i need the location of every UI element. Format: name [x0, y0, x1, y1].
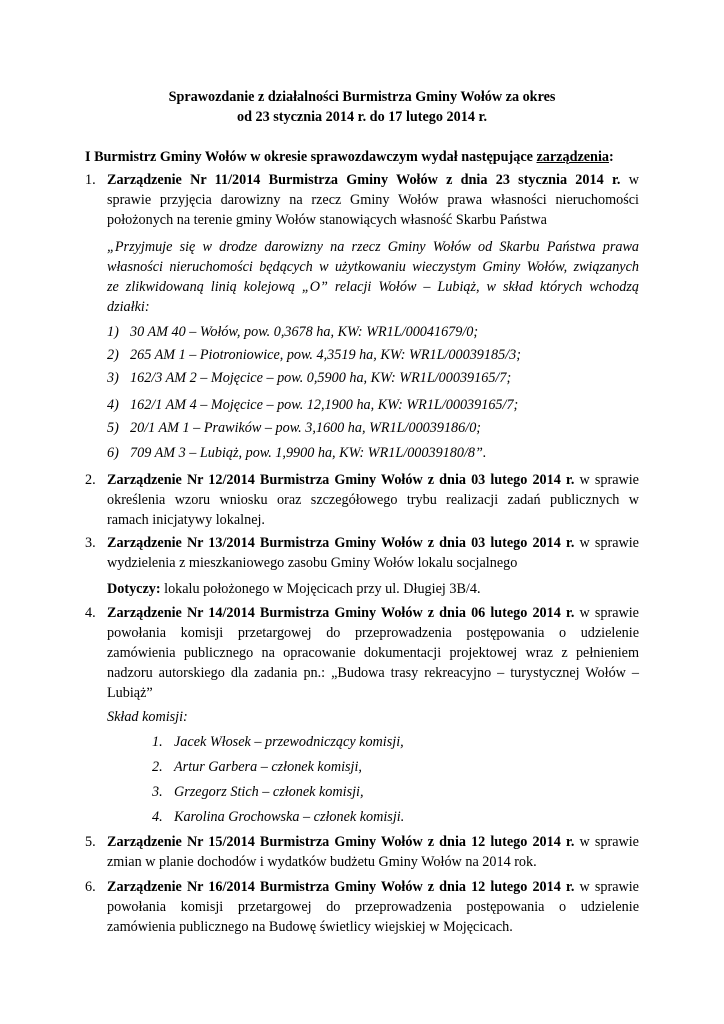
item-text-line: powołania komisji przetargowej do przeprowadzenia postępowania o udzielenie: [107, 899, 639, 915]
parcel-text: 20/1 AM 1 – Prawików – pow. 3,1600 ha, WR1L/00039186/0;: [130, 420, 482, 436]
section-heading-suffix: :: [608, 149, 614, 165]
item-number: 4.: [85, 605, 96, 621]
item-text: w sprawie: [574, 472, 639, 488]
parcel-item: [107, 395, 518, 415]
item-title: Zarządzenie Nr 16/2014 Burmistrza Gminy Wołów z dnia 12 lutego 2014 r.: [107, 879, 575, 895]
concerns-text: lokalu położonego w Mojęcicach przy ul. Długiej 3B/4.: [160, 581, 481, 597]
member-number: 3.: [152, 784, 163, 800]
member-number: 2.: [152, 759, 163, 775]
parcel-text: 162/1 AM 4 – Mojęcice – pow. 12,1900 ha, KW: WR1L/00039165/7;: [130, 397, 519, 413]
item-text-line: powołania komisji przetargowej do przeprowadzenia postępowania o udzielenie: [107, 625, 639, 641]
item-text-line: zamówienia publicznego na opracowanie dokumentacji projektowej wraz z pełnieniem: [107, 645, 639, 661]
committee-member: [152, 807, 404, 827]
committee-label: Skład komisji:: [107, 709, 188, 725]
parcel-item: [107, 418, 481, 438]
parcel-number: 1): [107, 324, 119, 340]
item-title: Zarządzenie Nr 15/2014 Burmistrza Gminy Wołów z dnia 12 lutego 2014 r.: [107, 834, 575, 850]
item-title: Zarządzenie Nr 11/2014 Burmistrza Gminy Wołów z dnia 23 stycznia 2014 r.: [107, 172, 621, 188]
concerns-line: [107, 579, 639, 599]
item-number: 5.: [85, 834, 96, 850]
parcel-item: [107, 345, 521, 365]
item-title: Zarządzenie Nr 14/2014 Burmistrza Gminy Wołów z dnia 06 lutego 2014 r.: [107, 605, 575, 621]
item-text-line: Lubiąż”: [107, 685, 153, 701]
item-text-line: zmian w planie dochodów i wydatków budżetu Gminy Wołów na 2014 rok.: [107, 854, 537, 870]
parcel-number: 2): [107, 347, 119, 363]
item-title-line: [107, 603, 639, 623]
quote-line: działki:: [107, 299, 150, 315]
item-title: Zarządzenie Nr 12/2014 Burmistrza Gminy Wołów z dnia 03 lutego 2014 r.: [107, 472, 575, 488]
item-title-line: [107, 877, 639, 897]
item-text: w: [620, 172, 639, 188]
item-number: 3.: [85, 535, 96, 551]
parcel-number: 5): [107, 420, 119, 436]
item-text: w sprawie: [574, 535, 639, 551]
item-text-line: określenia wzoru wniosku oraz szczegółowego trybu realizacji zadań publicznych w: [107, 492, 639, 508]
item-text: w sprawie: [574, 834, 639, 850]
section-heading: [85, 147, 614, 167]
parcel-text: 162/3 AM 2 – Mojęcice – pow. 0,5900 ha, KW: WR1L/00039165/7;: [130, 370, 512, 386]
parcel-number: 4): [107, 397, 119, 413]
item-text-line: sprawie przyjęcia darowizny na rzecz Gminy Wołów prawa własności nieruchomości: [107, 192, 639, 208]
item-number: 1.: [85, 172, 96, 188]
parcel-text: 709 AM 3 – Lubiąż, pow. 1,9900 ha, KW: WR1L/00039180/8”.: [130, 445, 487, 461]
document-title-line1: Sprawozdanie z działalności Burmistrza Gminy Wołów za okres: [168, 89, 556, 105]
committee-member: [152, 782, 364, 802]
committee-member: [152, 732, 404, 752]
section-heading-link[interactable]: zarządzenia: [536, 149, 609, 165]
member-text: Grzegorz Stich – członek komisji,: [174, 784, 364, 800]
document-title-line2: od 23 stycznia 2014 r. do 17 lutego 2014 r.: [237, 109, 487, 125]
parcel-item: [107, 368, 511, 388]
item-text: w sprawie: [574, 879, 639, 895]
parcel-item: [107, 443, 486, 463]
item-title-line: [107, 832, 639, 852]
member-text: Karolina Grochowska – członek komisji.: [174, 809, 405, 825]
parcel-text: 265 AM 1 – Piotroniowice, pow. 4,3519 ha, KW: WR1L/00039185/3;: [130, 347, 521, 363]
concerns-label: Dotyczy:: [107, 581, 161, 597]
parcel-number: 6): [107, 445, 119, 461]
item-number: 2.: [85, 472, 96, 488]
quote-line: własności nieruchomości będących w użytkowaniu wieczystym Gminy Wołów, związanych: [107, 259, 639, 275]
item-text: w sprawie: [574, 605, 639, 621]
parcel-text: 30 AM 40 – Wołów, pow. 0,3678 ha, KW: WR1L/00041679/0;: [130, 324, 479, 340]
member-text: Artur Garbera – członek komisji,: [174, 759, 362, 775]
item-title-line: [107, 170, 639, 190]
quote-line: ze zlikwidowaną linią kolejową „O” relacji Wołów – Lubiąż, w skład których wchodzą: [107, 279, 639, 295]
member-number: 1.: [152, 734, 163, 750]
item-text-line: nadzoru autorskiego dla zadania pn.: „Budowa trasy rekreacyjno – turystycznej Wołów –: [107, 665, 639, 681]
quote-line: „Przyjmuje się w drodze darowizny na rzecz Gminy Wołów od Skarbu Państwa prawa: [107, 239, 639, 255]
committee-member: [152, 757, 362, 777]
member-text: Jacek Włosek – przewodniczący komisji,: [174, 734, 404, 750]
item-text-line: położonych na terenie gminy Wołów stanowiących własność Skarbu Państwa: [107, 212, 547, 228]
section-heading-text: I Burmistrz Gminy Wołów w okresie sprawozdawczym wydał następujące: [85, 149, 537, 165]
parcel-number: 3): [107, 370, 119, 386]
item-title: Zarządzenie Nr 13/2014 Burmistrza Gminy Wołów z dnia 03 lutego 2014 r.: [107, 535, 575, 551]
item-text-line: ramach inicjatywy lokalnej.: [107, 512, 265, 528]
parcel-item: [107, 322, 478, 342]
item-text-line: zamówienia publicznego na Budowę świetlicy wiejskiej w Mojęcicach.: [107, 919, 513, 935]
item-text-line: wydzielenia z mieszkaniowego zasobu Gminy Wołów lokalu socjalnego: [107, 555, 518, 571]
item-number: 6.: [85, 879, 96, 895]
member-number: 4.: [152, 809, 163, 825]
item-title-line: [107, 533, 639, 553]
item-title-line: [107, 470, 639, 490]
